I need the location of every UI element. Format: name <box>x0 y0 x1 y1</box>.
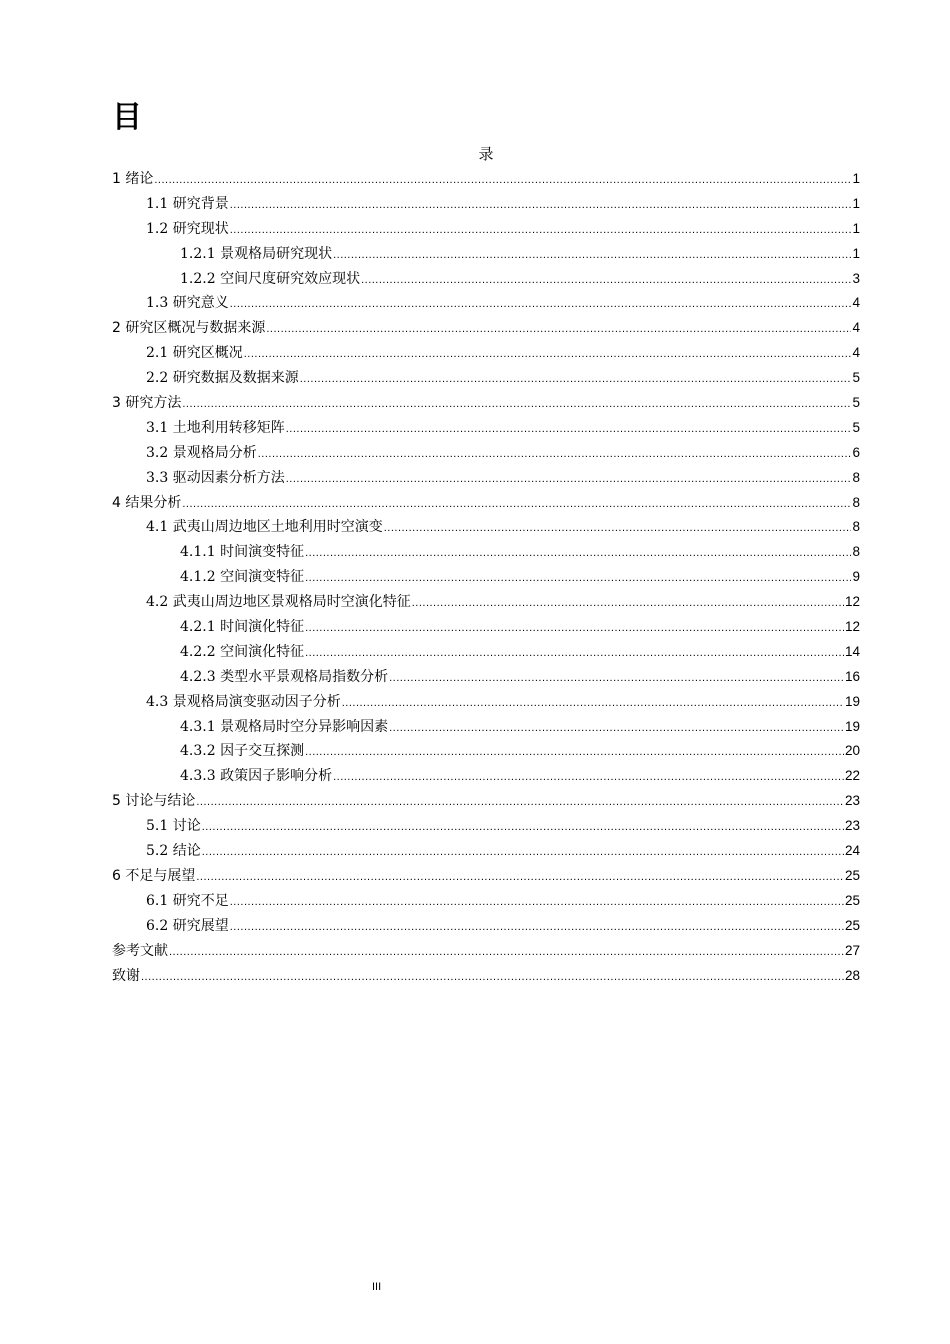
toc-entry[interactable] <box>112 341 860 366</box>
toc-entry-page: 8 <box>852 519 860 535</box>
toc-leader-dots <box>230 193 852 218</box>
toc-entry-title: 5.1 讨论 <box>146 818 201 835</box>
toc-entry-page: 12 <box>844 594 860 610</box>
toc-leader-dots <box>202 840 844 865</box>
toc-entry[interactable] <box>112 889 860 914</box>
toc-entry[interactable] <box>112 739 860 764</box>
toc-entry-page: 24 <box>844 843 860 859</box>
toc-entry-page: 8 <box>852 469 860 485</box>
toc-entry-page: 25 <box>844 867 860 883</box>
toc-entry[interactable] <box>112 540 860 565</box>
toc-entry-page: 20 <box>844 743 860 759</box>
toc-entry-title: 2.1 研究区概况 <box>146 345 243 362</box>
toc-leader-dots <box>361 268 851 293</box>
toc-leader-dots <box>244 342 852 367</box>
toc-entry[interactable] <box>112 665 860 690</box>
toc-entry[interactable] <box>112 291 860 316</box>
toc-entry-title: 5.2 结论 <box>146 843 201 860</box>
toc-entry[interactable] <box>112 789 860 814</box>
toc-entry-page: 4 <box>852 295 860 311</box>
toc-leader-dots <box>300 367 852 392</box>
toc-entry[interactable] <box>112 615 860 640</box>
toc-entry-title: 1.1 研究背景 <box>146 195 229 212</box>
toc-heading-second-char: 录 <box>478 145 494 163</box>
toc-entry-title: 4.3.1 景观格局时空分异影响因素 <box>180 718 389 735</box>
toc-leader-dots <box>154 168 851 193</box>
toc-leader-dots <box>342 691 844 716</box>
toc-entry-page: 1 <box>852 195 860 211</box>
toc-leader-dots <box>333 765 844 790</box>
toc-entry-page: 16 <box>844 668 860 684</box>
toc-leader-dots <box>266 317 851 342</box>
toc-leader-dots <box>196 865 844 890</box>
toc-entry-page: 28 <box>844 967 860 983</box>
toc-leader-dots <box>286 467 852 492</box>
toc-entry[interactable] <box>112 192 860 217</box>
toc-entry-page: 22 <box>844 768 860 784</box>
toc-entry[interactable] <box>112 939 860 964</box>
toc-entry-title: 4.3.3 政策因子影响分析 <box>180 768 333 785</box>
toc-entry-page: 5 <box>852 419 860 435</box>
toc-entry[interactable] <box>112 690 860 715</box>
toc-entry-title: 参考文献 <box>112 942 168 959</box>
toc-entry-title: 3 研究方法 <box>112 395 182 412</box>
toc-entry-title: 6.2 研究展望 <box>146 917 229 934</box>
toc-entry-title: 4.2 武夷山周边地区景观格局时空演化特征 <box>146 594 411 611</box>
toc-entry-page: 4 <box>852 345 860 361</box>
toc-entry-title: 1.2.1 景观格局研究现状 <box>180 245 333 262</box>
toc-leader-dots <box>196 790 844 815</box>
toc-leader-dots <box>169 940 844 965</box>
toc-entry-page: 8 <box>852 494 860 510</box>
toc-entry[interactable] <box>112 316 860 341</box>
toc-entry[interactable] <box>112 964 860 989</box>
toc-entry-page: 4 <box>852 320 860 336</box>
toc-entry-page: 19 <box>844 693 860 709</box>
footer-page-number: III <box>372 1281 382 1293</box>
toc-leader-dots <box>384 516 852 541</box>
toc-leader-dots <box>182 392 851 417</box>
toc-entry[interactable] <box>112 416 860 441</box>
toc-entry-page: 12 <box>844 619 860 635</box>
toc-entry[interactable] <box>112 640 860 665</box>
toc-entry[interactable] <box>112 839 860 864</box>
toc-entry-title: 1.2 研究现状 <box>146 220 229 237</box>
toc-entry-title: 3.3 驱动因素分析方法 <box>146 469 285 486</box>
toc-entry-title: 4.2.3 类型水平景观格局指数分析 <box>180 668 389 685</box>
toc-heading-first-char: 目 <box>112 100 142 135</box>
toc-leader-dots <box>182 492 851 517</box>
toc-entry-page: 23 <box>844 793 860 809</box>
toc-entry-title: 1.3 研究意义 <box>146 295 229 312</box>
toc-leader-dots <box>333 243 851 268</box>
toc-entry-title: 2.2 研究数据及数据来源 <box>146 370 299 387</box>
toc-entry[interactable] <box>112 441 860 466</box>
toc-entry-title: 3.2 景观格局分析 <box>146 444 257 461</box>
toc-leader-dots <box>230 890 844 915</box>
toc-entry-title: 4.2.1 时间演化特征 <box>180 619 305 636</box>
toc-entry[interactable] <box>112 167 860 192</box>
toc-entry-page: 19 <box>844 718 860 734</box>
toc-leader-dots <box>258 442 852 467</box>
toc-entry-title: 5 讨论与结论 <box>112 793 196 810</box>
toc-leader-dots <box>389 716 844 741</box>
toc-entry-page: 3 <box>852 270 860 286</box>
toc-leader-dots <box>389 666 844 691</box>
toc-entry-title: 4 结果分析 <box>112 494 182 511</box>
toc-entry-page: 1 <box>852 220 860 236</box>
toc-entry-title: 4.2.2 空间演化特征 <box>180 643 305 660</box>
toc-entry-title: 4.1.2 空间演变特征 <box>180 569 305 586</box>
toc-entry[interactable] <box>112 242 860 267</box>
toc-entry-page: 5 <box>852 395 860 411</box>
toc-entry[interactable] <box>112 391 860 416</box>
toc-entry[interactable] <box>112 217 860 242</box>
toc-entry-page: 1 <box>852 171 860 186</box>
toc-leader-dots <box>202 815 844 840</box>
toc-entry-title: 2 研究区概况与数据来源 <box>112 320 266 337</box>
toc-entry[interactable] <box>112 590 860 615</box>
toc-leader-dots <box>230 915 844 940</box>
toc-entry[interactable] <box>112 565 860 590</box>
toc-entry-page: 1 <box>852 245 860 261</box>
toc-entry-page: 25 <box>844 917 860 933</box>
toc-entry-page: 5 <box>852 370 860 386</box>
toc-leader-dots <box>305 566 851 591</box>
toc-leader-dots <box>305 616 844 641</box>
toc-leader-dots <box>412 591 844 616</box>
toc-leader-dots <box>230 292 852 317</box>
toc-entry-page: 27 <box>844 942 860 958</box>
toc-entry-page: 14 <box>844 643 860 659</box>
toc-entry-title: 4.1 武夷山周边地区土地利用时空演变 <box>146 519 383 536</box>
toc-entry[interactable] <box>112 466 860 491</box>
toc-leader-dots <box>141 965 844 990</box>
toc-entry[interactable] <box>112 764 860 789</box>
toc-entry-title: 4.3 景观格局演变驱动因子分析 <box>146 693 341 710</box>
toc-leader-dots <box>305 641 844 666</box>
toc-entry-page: 25 <box>844 892 860 908</box>
toc-leader-dots <box>286 417 852 442</box>
toc-entry-title: 6 不足与展望 <box>112 867 196 884</box>
toc-entry[interactable] <box>112 515 860 540</box>
toc-entry-page: 8 <box>852 544 860 560</box>
toc-entry-title: 致谢 <box>112 967 140 984</box>
toc-entry-page: 23 <box>844 818 860 834</box>
toc-entry-title: 4.3.2 因子交互探测 <box>180 743 305 760</box>
toc-entry-page: 9 <box>852 569 860 585</box>
toc-leader-dots <box>230 218 852 243</box>
toc-entry-title: 3.1 土地利用转移矩阵 <box>146 419 285 436</box>
table-of-contents <box>112 167 860 988</box>
toc-entry-title: 1 绪论 <box>112 171 154 187</box>
toc-entry-title: 4.1.1 时间演变特征 <box>180 544 305 561</box>
toc-leader-dots <box>305 740 844 765</box>
toc-entry[interactable] <box>112 366 860 391</box>
toc-entry[interactable] <box>112 814 860 839</box>
toc-entry-title: 1.2.2 空间尺度研究效应现状 <box>180 270 361 287</box>
toc-entry[interactable] <box>112 864 860 889</box>
toc-entry[interactable] <box>112 267 860 292</box>
toc-entry[interactable] <box>112 715 860 740</box>
toc-entry[interactable] <box>112 914 860 939</box>
toc-entry[interactable] <box>112 491 860 516</box>
toc-leader-dots <box>305 541 851 566</box>
toc-entry-title: 6.1 研究不足 <box>146 892 229 909</box>
toc-entry-page: 6 <box>852 444 860 460</box>
